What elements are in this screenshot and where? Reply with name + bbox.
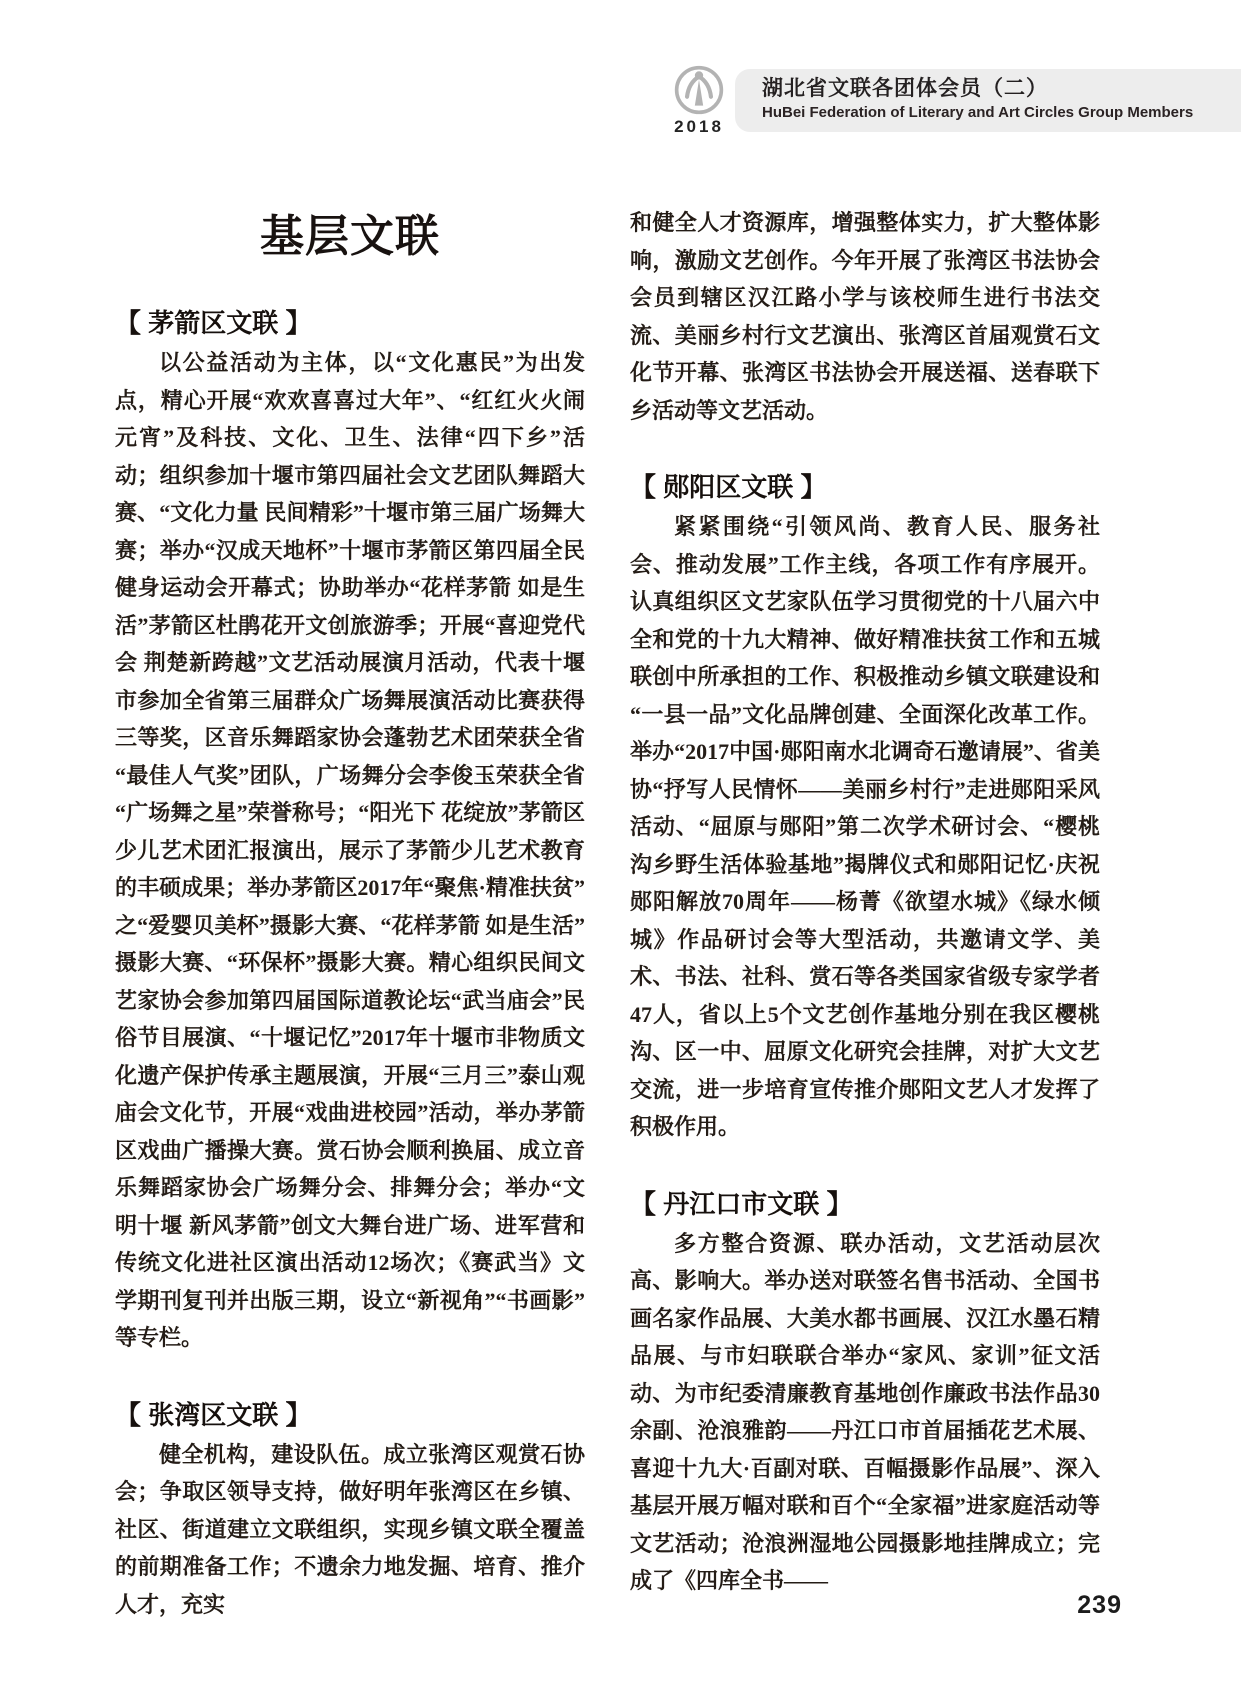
section-body-yunyang: 紧紧围绕“引领风尚、教育人民、服务社会、推动发展”工作主线，各项工作有序展开。认真组织区文艺家队伍学习贯彻党的十八届六中全和党的十九大精神、做好精准扶贫工作和五城联创中所承担的工作、积极推动乡镇文联建设和“一县一品”文化品牌创建、全面深化改革工作。举办“2017中国·郧阳南水北调奇石邀请展”、省美协“抒写人民情怀——美丽乡村行”走进郧阳采风活动、“屈原与郧阳”第二次学术研讨会、“樱桃沟乡野生活体验基地”揭牌仪式和郧阳记忆·庆祝郧阳解放70周年——杨菁《欲望水城》《绿水倾城》作品研讨会等大型活动，共邀请文学、美术、书法、社科、赏石等各类国家省级专家学者47人，省以上5个文艺创作基地分别在我区樱桃沟、区一中、屈原文化研究会挂牌，对扩大文艺交流，进一步培育宣传推介郧阳文艺人才发挥了积极作用。 xyxy=(630,514,1100,1139)
federation-emblem-icon xyxy=(664,64,734,116)
section-heading-zhangwan: 【 张湾区文联 】 xyxy=(115,1399,312,1430)
header-banner xyxy=(735,69,1241,132)
page-title: 基层文联 xyxy=(260,212,440,261)
section-body-maojian: 以公益活动为主体，以“文化惠民”为出发点，精心开展“欢欢喜喜过大年”、“红红火火闹元宵”及科技、文化、卫生、法律“四下乡”活动；组织参加十堰市第四届社会文艺团队舞蹈大赛、“文化力量 民间精彩”十堰市第三届广场舞大赛；举办“汉成天地杯”十堰市茅箭区第四届全民健身运动会开幕式；协助举办“花样茅箭 如是生活”茅箭区杜鹃花开文创旅游季；开展“喜迎党代会 荆楚新跨越”文艺活动展演月活动，代表十堰市参加全省第三届群众广场舞展演活动比赛获得三等奖，区音乐舞蹈家协会蓬勃艺术团荣获全省“最佳人气奖”团队，广场舞分会李俊玉荣获全省“广场舞之星”荣誉称号；“阳光下 花绽放”茅箭区少儿艺术团汇报演出，展示了茅箭少儿艺术教育的丰硕成果；举办茅箭区2017年“聚焦·精准扶贫”之“爱婴贝美杯”摄影大赛、“花样茅箭 如是生活”摄影大赛、“环保杯”摄影大赛。精心组织民间文艺家协会参加第四届国际道教论坛“武当庙会”民俗节目展演、“十堰记忆”2017年十堰市非物质文化遗产保护传承主题展演，开展“三月三”泰山观庙会文化节，开展“戏曲进校园”活动，举办茅箭区戏曲广播操大赛。赏石协会顺利换届、成立音乐舞蹈家协会广场舞分会、排舞分会；举办“文明十堰 新风茅箭”创文大舞台进广场、进军营和传统文化进社区演出活动12场次；《赛武当》文学期刊复刊并出版三期，设立“新视角”“书画影”等专栏。 xyxy=(115,350,585,1350)
right-column xyxy=(630,204,1100,1600)
federation-logo-block xyxy=(664,64,734,137)
page-number: 239 xyxy=(1077,1591,1122,1619)
left-column xyxy=(115,204,585,1623)
header-title-en: HuBei Federation of Literary and Art Circles Group Members xyxy=(762,104,1194,121)
section-body-danjiangkou: 多方整合资源、联办活动，文艺活动层次高、影响大。举办送对联签名售书活动、全国书画名家作品展、大美水都书画展、汉江水墨石精品展、与市妇联联合举办“家风、家训”征文活动、为市纪委清廉教育基地创作廉政书法作品30余副、沧浪雅韵——丹江口市首届插花艺术展、喜迎十九大·百副对联、百幅摄影作品展”、深入基层开展万幅对联和百个“全家福”进家庭活动等文艺活动；沧浪洲湿地公园摄影地挂牌成立；完成了《四库全书—— xyxy=(630,1230,1100,1593)
section-heading-maojian: 【 茅箭区文联 】 xyxy=(115,308,312,338)
section-heading-yunyang: 【 郧阳区文联 】 xyxy=(630,472,827,502)
section-body-zhangwan-part2: 和健全人才资源库，增强整体实力，扩大整体影响，激励文艺创作。今年开展了张湾区书法协会会员到辖区汉江路小学与该校师生进行书法交流、美丽乡村行文艺演出、张湾区首届观赏石文化节开幕、张湾区书法协会开展送福、送春联下乡活动等文艺活动。 xyxy=(630,210,1100,423)
section-body-zhangwan-part1: 健全机构，建设队伍。成立张湾区观赏石协会；争取区领导支持，做好明年张湾区在乡镇、社区、街道建立文联组织，实现乡镇文联全覆盖的前期准备工作；不遗余力地发掘、培育、推介人才，充实 xyxy=(115,1441,585,1617)
logo-year: 2018 xyxy=(674,117,724,136)
header-title-zh: 湖北省文联各团体会员（二） xyxy=(762,77,1048,100)
section-heading-danjiangkou: 【 丹江口市文联 】 xyxy=(630,1188,853,1219)
